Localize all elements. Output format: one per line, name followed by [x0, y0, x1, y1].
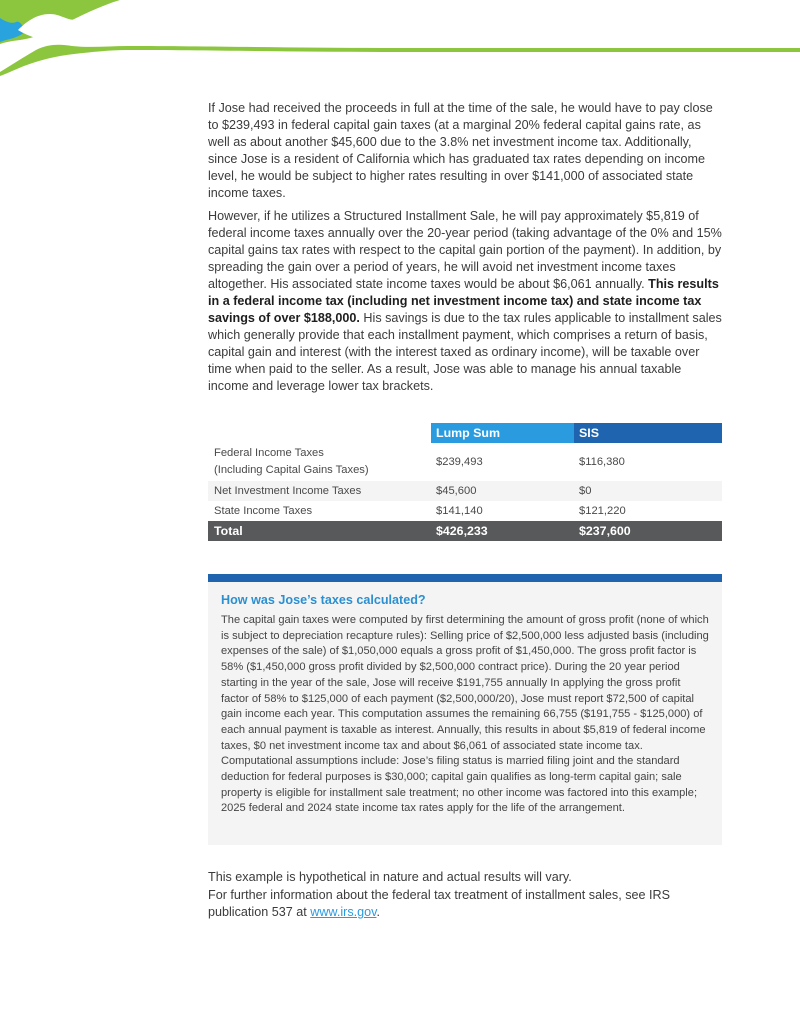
- main-content: [208, 100, 722, 401]
- table-row: [208, 443, 722, 481]
- table-row: [208, 481, 722, 501]
- footer-line1: This example is hypothetical in nature and actual results will vary.: [208, 870, 572, 884]
- callout-title: How was Jose’s taxes calculated?: [221, 593, 426, 607]
- irs-link[interactable]: www.irs.gov: [310, 905, 377, 919]
- callout-text: The capital gain taxes were computed by first determining the amount of gross profit (none of which is subject to depreciation recapture rules): Selling price of $2,500,000 less adjusted basis (including expenses of the sale) of $1,050,000 equals a gross profit of $1,450,000. The gross profit factor is 58% ($1,450,000 gross profit divided by $2,500,000 contract price). During the 20 year period starting in the year of the sale, Jose will receive $191,755 annually In applying the gross profit factor of 58% to $125,000 of each payment ($2,500,000/20), Jose must report $72,500 of capital gain income each year. This computation assumes the remaining 66,755 ($191,755 - $125,000) of each annual payment is taxable as interest. Annually, this results in about $5,819 of federal income taxes, $0 net investment income tax and about $6,061 of associated state income tax. Computational assumptions include: Jose’s filing status is married filing joint and the standard deduction for federal purposes is $30,000; capital gain qualifies as long-term capital gain; sale property is eligible for installment sale treatment; no other income was factored into this example; 2025 federal and 2024 state income tax rates apply for the life of the arrangement.: [221, 614, 709, 815]
- paragraph-sis-bold: This results in a federal income tax (including net investment income tax) and state income tax savings of over $188,000.: [208, 277, 719, 325]
- table-header-sis: SIS: [574, 423, 722, 443]
- table-header-row: [208, 423, 722, 443]
- table-total-row: [208, 521, 722, 541]
- footer-disclaimer: [208, 869, 722, 922]
- row-label: State Income Taxes: [214, 505, 313, 517]
- total-lump-value: $426,233: [436, 524, 488, 538]
- tax-comparison-table: [208, 423, 722, 541]
- row-label-line1: Federal Income Taxes: [214, 447, 324, 459]
- paragraph-sis: [208, 208, 722, 395]
- row-sis-value: $121,220: [579, 505, 626, 517]
- callout-accent-bar: [208, 574, 722, 582]
- total-label: Total: [214, 524, 243, 538]
- row-label-line2: (Including Capital Gains Taxes): [214, 464, 369, 476]
- paragraph-sis-end: His savings is due to the tax rules applicable to installment sales which generally provide that each installment payment, which comprises a return of basis, capital gain and interest (with the interest taxed as ordinary income), will be taxable over time when paid to the seller. As a result, Jose was able to manage his annual taxable income and leverage lower tax brackets.: [208, 311, 722, 393]
- paragraph-sis-start: However, if he utilizes a Structured Installment Sale, he will pay approximately $5,819 of federal income taxes annually over the 20-year period (taking advantage of the 0% and 15% capital gains tax rates with respect to the capital gain portion of the payment). In addition, by spreading the gain over a period of years, he will avoid net investment income taxes altogether. His associated state income taxes would be about $6,061 annually.: [208, 209, 722, 291]
- row-lump-value: $239,493: [436, 456, 483, 468]
- total-sis-value: $237,600: [579, 524, 631, 538]
- table-row: [208, 501, 722, 521]
- row-label: Net Investment Income Taxes: [214, 485, 362, 497]
- row-label: [208, 445, 431, 479]
- footer-line2: For further information about the federal tax treatment of installment sales, see IRS publication 537 at: [208, 887, 670, 919]
- footer-end: .: [376, 905, 380, 919]
- header-wave-graphic: [0, 0, 800, 80]
- green-wave-shape: [0, 0, 800, 76]
- callout-box: [208, 582, 722, 845]
- row-sis-value: $0: [579, 485, 592, 497]
- paragraph-lump-sum: If Jose had received the proceeds in full at the time of the sale, he would have to pay close to $239,493 in federal capital gain taxes (at a marginal 20% federal capital gains rate, as well as about another $45,600 due to the 3.8% net investment income tax. Additionally, since Jose is a resident of California which has graduated tax rates depending on income level, he would be subject to higher rates resulting in over $141,000 of associated state income taxes.: [208, 101, 713, 200]
- row-lump-value: $141,140: [436, 505, 483, 517]
- row-sis-value: $116,380: [579, 456, 625, 468]
- row-lump-value: $45,600: [436, 485, 477, 497]
- table-header-lump-sum: Lump Sum: [431, 423, 574, 443]
